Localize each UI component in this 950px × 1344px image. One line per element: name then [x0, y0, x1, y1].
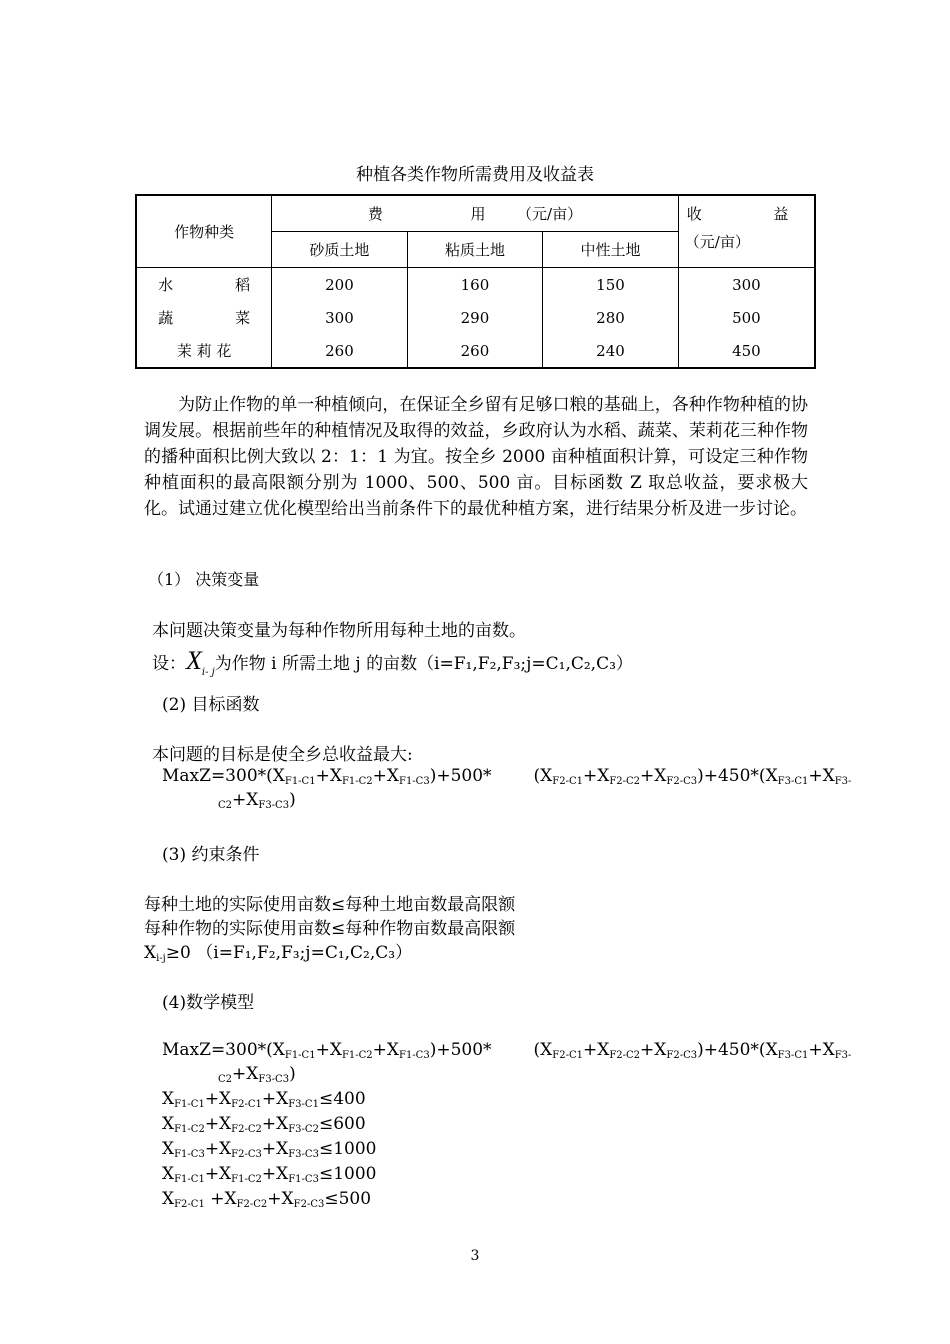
cell-sandy: 200	[272, 268, 408, 301]
objective-function: $MaxZ=300*(X_{F1-C1}+X_{F1-C2}+X_{F1-C3})+500*$ $(X_{F2-C1}+X_{F2-C2}+X_{F2-C3})+450*(X_{F3-C1}+X_{F3-}$	[162, 766, 852, 787]
constraint-nonnegative: $X_{i-j}\ge 0$ （i=F₁,F₂,F₃;j=C₁,C₂,C₃）	[144, 943, 413, 964]
header-soil-clay: 粘质土地	[407, 231, 543, 267]
header-cost: 费 用 （元/亩）	[272, 195, 679, 231]
variable-definition: 设：$X_{i- j}$为作物 i 所需土地 j 的亩数（i=F₁,F₂,F₃;j=C₁,C₂,C₃）	[152, 646, 633, 678]
crop-name: 茉 莉 花	[176, 342, 232, 361]
section2-heading: (2) 目标函数	[162, 695, 260, 715]
constraint-crop: 每种作物的实际使用亩数≤每种作物亩数最高限额	[144, 919, 516, 939]
cell-clay: 260	[407, 335, 543, 368]
model-objective-cont: $_{C2}+X_{F3-C3}$)	[218, 1064, 296, 1085]
cell-clay: 290	[407, 301, 543, 334]
cell-sandy: 260	[272, 335, 408, 368]
table-row	[136, 301, 815, 334]
cell-income: 500	[678, 301, 815, 334]
cell-neutral: 280	[543, 301, 679, 334]
crop-name: 蔬 菜	[158, 309, 251, 328]
header-income: 收 益	[678, 195, 815, 231]
table-title: 种植各类作物所需费用及收益表	[356, 165, 594, 185]
model-constraint: $X_{F2-C1} +X_{F2-C2}+X_{F2-C3}\le 500$	[162, 1189, 372, 1210]
cell-income: 450	[678, 335, 815, 368]
header-crop-type: 作物种类	[136, 195, 272, 268]
header-income-unit: （元/亩）	[678, 231, 815, 267]
header-soil-sandy: 砂质土地	[272, 231, 408, 267]
header-soil-neutral: 中性土地	[543, 231, 679, 267]
cell-neutral: 150	[543, 268, 679, 301]
cost-income-table	[135, 194, 816, 369]
intro-paragraph: 为防止作物的单一种植倾向，在保证全乡留有足够口粮的基础上，各种作物种植的协调发展。根据前些年的种植情况及取得的效益，乡政府认为水稻、蔬菜、茉莉花三种作物的播种面积比例大致以 2：1：1 为宜。按全乡 2000 亩种植面积计算，可设定三种作物种植面积的最高限额分别为 1000、500、500 亩。目标函数 Z 取总收益，要求极大化。试通过建立优化模型给出当前条件下的最优种植方案，进行结果分析及进一步讨论。	[144, 395, 808, 519]
model-constraint: $X_{F1-C1}+X_{F1-C2}+X_{F1-C3}\le 1000$	[162, 1164, 377, 1185]
model-constraint: $X_{F1-C2}+X_{F2-C2}+X_{F3-C2}\le 600$	[162, 1114, 366, 1135]
model-objective: $MaxZ=300*(X_{F1-C1}+X_{F1-C2}+X_{F1-C3})+500*$ $(X_{F2-C1}+X_{F2-C2}+X_{F2-C3})+450*(X_{F3-C1}+X_{F3-}$	[162, 1040, 852, 1061]
crop-name: 水 稻	[158, 276, 251, 295]
section1-heading: （1） 决策变量	[148, 570, 260, 589]
table-row	[136, 268, 815, 301]
model-constraint: $X_{F1-C3}+X_{F2-C3}+X_{F3-C3}\le 1000$	[162, 1139, 377, 1160]
constraint-land: 每种土地的实际使用亩数≤每种土地亩数最高限额	[144, 895, 516, 915]
page-number: 3	[470, 1248, 480, 1264]
section1-text: 本问题决策变量为每种作物所用每种土地的亩数。	[152, 621, 526, 641]
objective-function-cont: $_{C2}+X_{F3-C3}$)	[218, 790, 296, 811]
cell-sandy: 300	[272, 301, 408, 334]
section2-text: 本问题的目标是使全乡总收益最大:	[152, 745, 413, 765]
section3-heading: (3) 约束条件	[162, 845, 260, 865]
table-row	[136, 335, 815, 368]
model-constraint: $X_{F1-C1}+X_{F2-C1}+X_{F3-C1}\le 400$	[162, 1089, 366, 1110]
cell-income: 300	[678, 268, 815, 301]
section4-heading: (4)数学模型	[162, 993, 255, 1013]
cell-clay: 160	[407, 268, 543, 301]
cell-neutral: 240	[543, 335, 679, 368]
